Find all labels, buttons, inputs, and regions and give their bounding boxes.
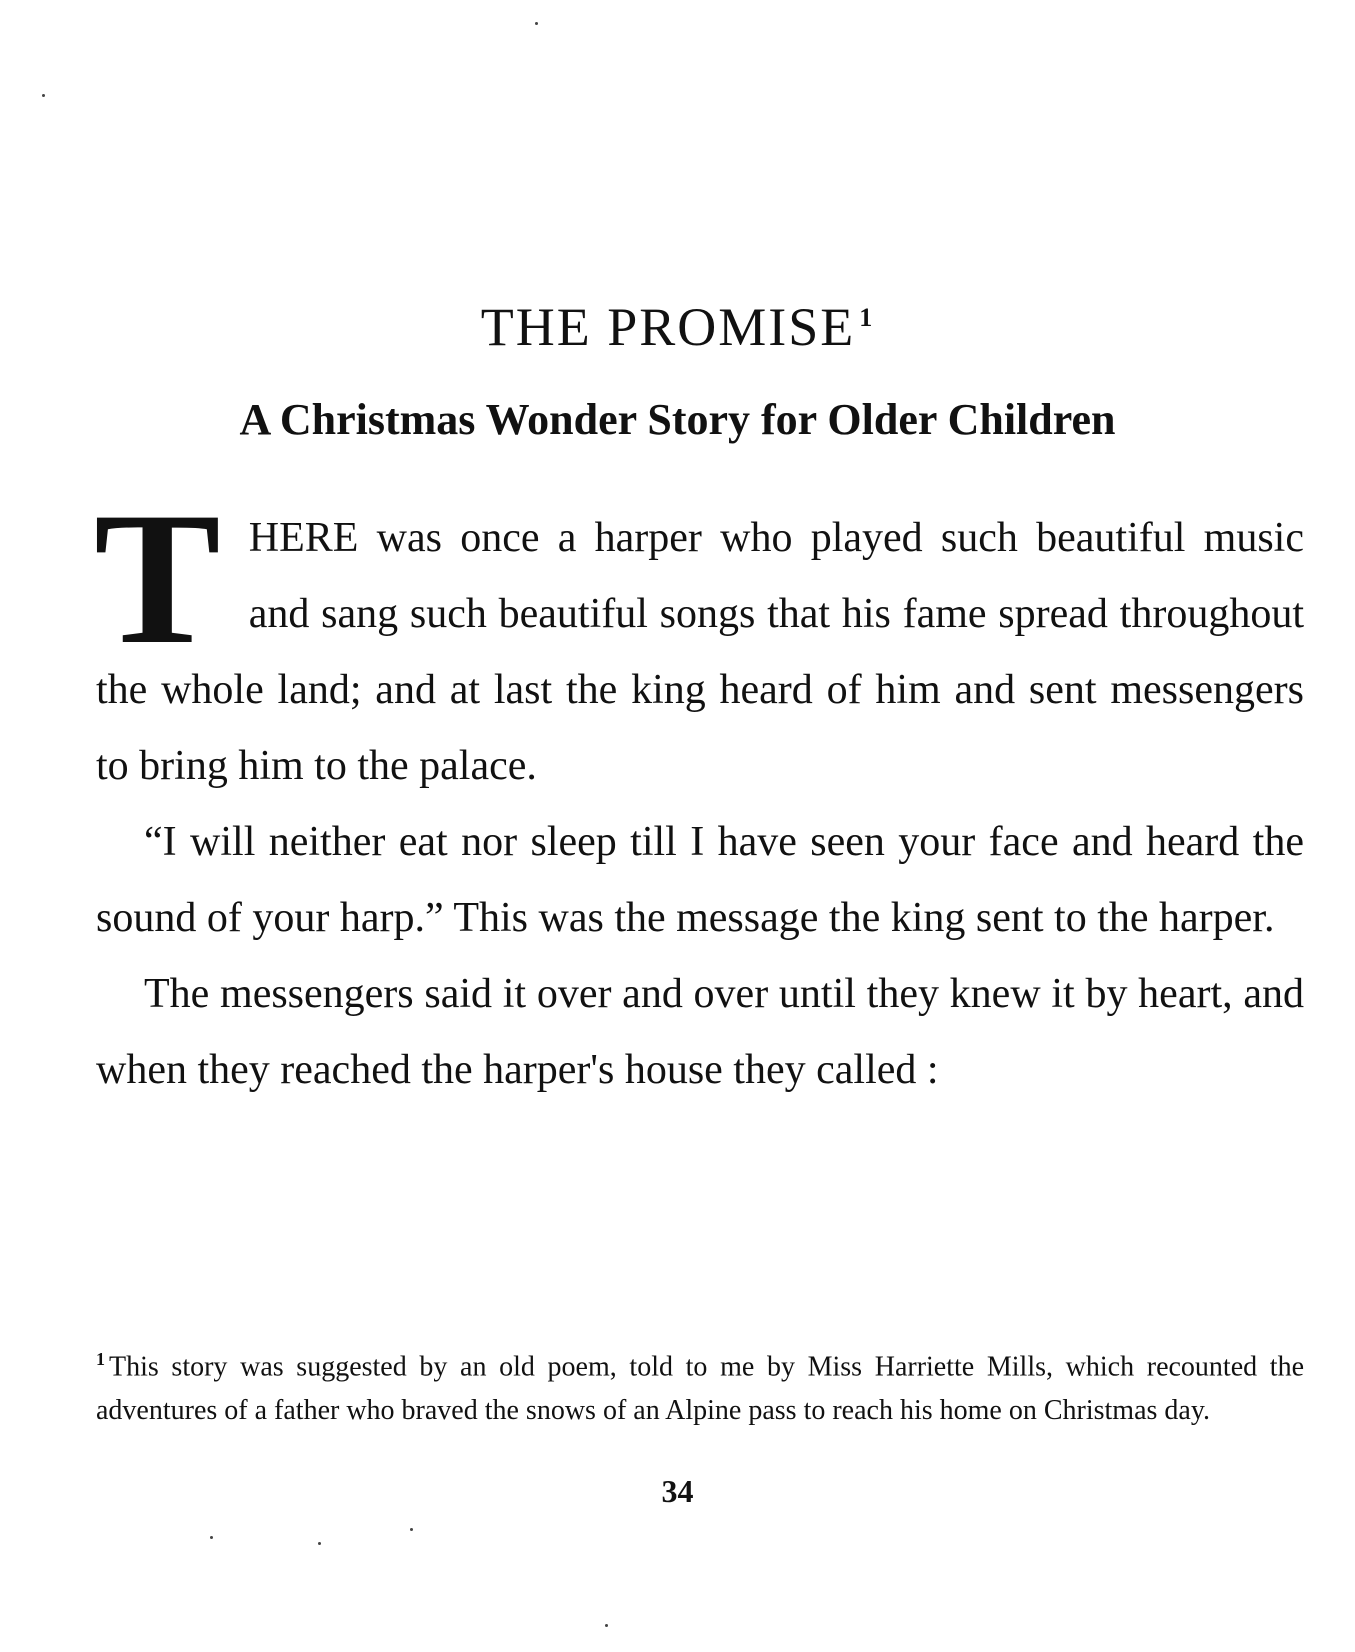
print-speck [210, 1536, 213, 1539]
print-speck [42, 94, 45, 97]
footnote [96, 1337, 1304, 1433]
print-speck [535, 22, 538, 25]
story-title-text: THE PROMISE [480, 297, 856, 357]
drop-cap: T [94, 474, 221, 684]
story-subtitle: A Christmas Wonder Story for Older Children [239, 395, 1116, 444]
kings-message-paragraph: “I will neither eat nor sleep till I have seen your face and heard the sound of your harp.” This was the message the king sent to the harper. [96, 819, 1304, 941]
opening-paragraph [94, 474, 1304, 804]
story-body [94, 474, 1304, 1108]
page-number: 34 [661, 1473, 694, 1509]
opening-paragraph-text: HERE was once a harper who played such beautiful music and sang such beautiful songs that his fame spread throughout the whole land; and at last the king heard of him and sent messengers to bring him to the palace. [96, 515, 1304, 789]
footnote-text: This story was suggested by an old poem, told to me by Miss Harriette Mills, which recounted the adventures of a father who braved the snows of an Alpine pass to reach his home on Christmas day. [96, 1351, 1304, 1427]
print-speck [318, 1542, 321, 1545]
print-speck [605, 1624, 608, 1627]
messengers-paragraph: The messengers said it over and over until they knew it by heart, and when they reached the harper's house they called : [96, 971, 1304, 1093]
story-title [0, 296, 1355, 358]
title-footnote-mark: 1 [859, 303, 875, 332]
footnote-mark: 1 [96, 1349, 105, 1369]
print-speck [410, 1528, 413, 1531]
